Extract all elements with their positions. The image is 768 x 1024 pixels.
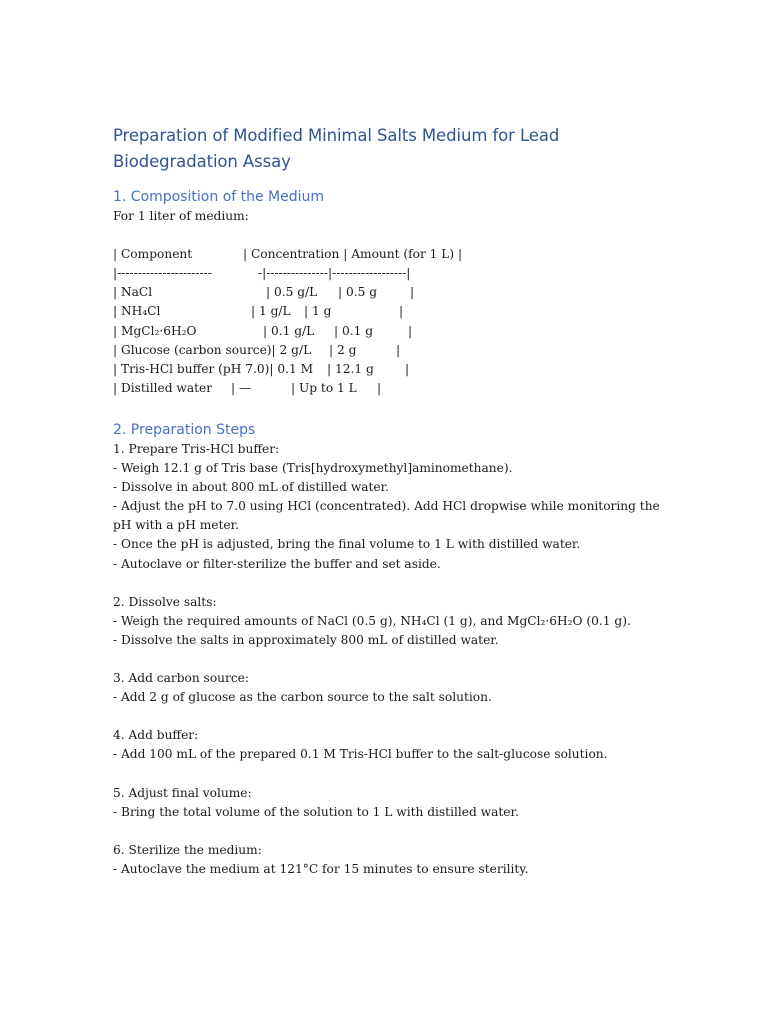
table-cell: | 0.5 g bbox=[338, 285, 378, 300]
step-line: - Add 100 mL of the prepared 0.1 M Tris-HCl buffer to the salt-glucose solution. bbox=[113, 747, 608, 762]
step-line: - Weigh the required amounts of NaCl (0.5 g), NH₄Cl (1 g), and MgCl₂·6H₂O (0.1 g). bbox=[113, 613, 631, 628]
step-title: 1. Prepare Tris-HCl buffer: bbox=[113, 441, 280, 456]
table-cell: | 0.1 g bbox=[334, 323, 374, 338]
composition-intro: For 1 liter of medium: bbox=[113, 209, 249, 223]
step-line: - Bring the total volume of the solution to 1 L with distilled water. bbox=[113, 804, 519, 819]
table-cell: | 0.1 g/L bbox=[263, 323, 315, 338]
table-cell: | bbox=[396, 342, 401, 357]
table-row bbox=[113, 264, 673, 283]
step-block bbox=[113, 593, 673, 650]
table-cell: | Concentration | Amount (for 1 L) | bbox=[243, 247, 463, 262]
step-block bbox=[113, 440, 673, 574]
step-title: 2. Dissolve salts: bbox=[113, 594, 217, 609]
table-cell: | Distilled water bbox=[113, 380, 213, 395]
step-block bbox=[113, 784, 673, 822]
table-cell: | MgCl₂·6H₂O bbox=[113, 323, 197, 338]
table-cell: | — bbox=[231, 380, 252, 395]
table-cell: | 1 g/L bbox=[251, 304, 291, 319]
table-cell: | NaCl bbox=[113, 285, 153, 300]
table-row bbox=[113, 341, 673, 360]
step-line: - Adjust the pH to 7.0 using HCl (concentrated). Add HCl dropwise while monitoring the pH with a pH meter. bbox=[113, 499, 660, 533]
step-block bbox=[113, 726, 673, 764]
section-heading-composition: 1. Composition of the Medium bbox=[113, 189, 325, 205]
table-cell: -|---------------|------------------| bbox=[258, 266, 411, 281]
table-cell: | 0.5 g/L bbox=[266, 285, 318, 300]
table-cell: | 1 g bbox=[304, 304, 332, 319]
table-cell: | Glucose (carbon source)| 2 g/L bbox=[113, 342, 312, 357]
table-cell: | Up to 1 L bbox=[291, 380, 357, 395]
table-cell: | bbox=[405, 361, 410, 376]
table-row bbox=[113, 245, 673, 264]
table-cell: |----------------------- bbox=[113, 266, 212, 281]
section-heading-preparation-steps: 2. Preparation Steps bbox=[113, 421, 256, 438]
document-page bbox=[113, 123, 673, 879]
step-block bbox=[113, 669, 673, 707]
table-cell: | Tris-HCl buffer (pH 7.0)| 0.1 M bbox=[113, 361, 314, 376]
table-cell: | bbox=[377, 380, 382, 395]
composition-table bbox=[113, 245, 673, 398]
table-cell: | NH₄Cl bbox=[113, 304, 161, 319]
table-row bbox=[113, 302, 673, 321]
step-title: 4. Add buffer: bbox=[113, 728, 199, 743]
table-cell: | 12.1 g bbox=[327, 361, 374, 376]
step-line: - Dissolve in about 800 mL of distilled water. bbox=[113, 480, 390, 495]
table-cell: | bbox=[399, 304, 404, 319]
step-title: 6. Sterilize the medium: bbox=[113, 842, 262, 857]
table-row bbox=[113, 360, 673, 379]
step-line: - Add 2 g of glucose as the carbon source to the salt solution. bbox=[113, 690, 492, 705]
step-line: - Dissolve the salts in approximately 800 mL of distilled water. bbox=[113, 632, 499, 647]
step-line: - Autoclave the medium at 121°C for 15 minutes to ensure sterility. bbox=[113, 862, 529, 876]
table-cell: | bbox=[410, 285, 415, 300]
table-cell: | Component bbox=[113, 247, 193, 262]
step-block bbox=[113, 841, 673, 879]
step-title: 3. Add carbon source: bbox=[113, 671, 249, 686]
step-title: 5. Adjust final volume: bbox=[113, 785, 252, 800]
step-list bbox=[113, 440, 673, 879]
table-row bbox=[113, 283, 673, 302]
document-title: Preparation of Modified Minimal Salts Medium for Lead Biodegradation Assay bbox=[113, 126, 560, 171]
step-line: - Once the pH is adjusted, bring the final volume to 1 L with distilled water. bbox=[113, 537, 581, 552]
table-row bbox=[113, 379, 673, 398]
table-cell: | bbox=[408, 323, 413, 338]
table-cell: | 2 g bbox=[329, 342, 357, 357]
step-line: - Autoclave or filter-sterilize the buffer and set aside. bbox=[113, 556, 441, 571]
step-line: - Weigh 12.1 g of Tris base (Tris[hydroxymethyl]aminomethane). bbox=[113, 461, 513, 476]
table-row bbox=[113, 322, 673, 341]
